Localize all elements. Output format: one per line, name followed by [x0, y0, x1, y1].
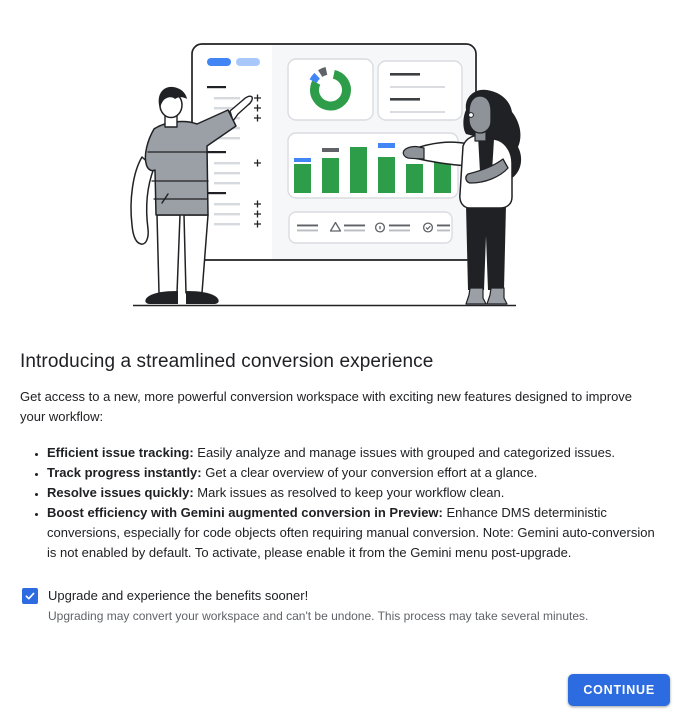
feature-list [20, 443, 662, 563]
checkmark-icon [24, 590, 36, 602]
bar-chart-card [288, 133, 458, 198]
hero-illustration [0, 0, 684, 320]
sidebar-light-blue-pill [236, 58, 260, 66]
donut-chart-card [288, 59, 373, 120]
status-bar-card [289, 212, 452, 243]
stats-card [378, 61, 462, 120]
dialog-content [0, 320, 684, 624]
feature-item-resolve-issues: • Resolve issues quickly: Mark issues as resolved to keep your workflow clean. [47, 483, 662, 503]
upgrade-option-row [22, 588, 662, 604]
continue-button[interactable]: CONTINUE [568, 674, 670, 706]
upgrade-checkbox-label[interactable]: Upgrade and experience the benefits sooner! [48, 588, 309, 603]
upgrade-checkbox[interactable] [22, 588, 38, 604]
intro-text: Get access to a new, more powerful conversion workspace with exciting new features designed to improve your workflow: [20, 389, 633, 424]
feature-item-issue-tracking: • Efficient issue tracking: Easily analyze and manage issues with grouped and categorized issues. [47, 443, 662, 463]
feature-item-track-progress: • Track progress instantly: Get a clear overview of your conversion effort at a glance. [47, 463, 662, 483]
feature-item-gemini-conversion: • Boost efficiency with Gemini augmented conversion in Preview: Enhance DMS deterministic conversions, especially for code objects often requiring manual conversion. Note: Gemini auto-conversion is not enabled by default. To activate, please enable it from the Gemini menu post-upgrade. [47, 503, 662, 563]
upgrade-note: Upgrading may convert your workspace and can't be undone. This process may take several minutes. [48, 609, 589, 623]
sidebar-blue-pill [207, 58, 231, 66]
page-title: Introducing a streamlined conversion experience [20, 351, 434, 372]
